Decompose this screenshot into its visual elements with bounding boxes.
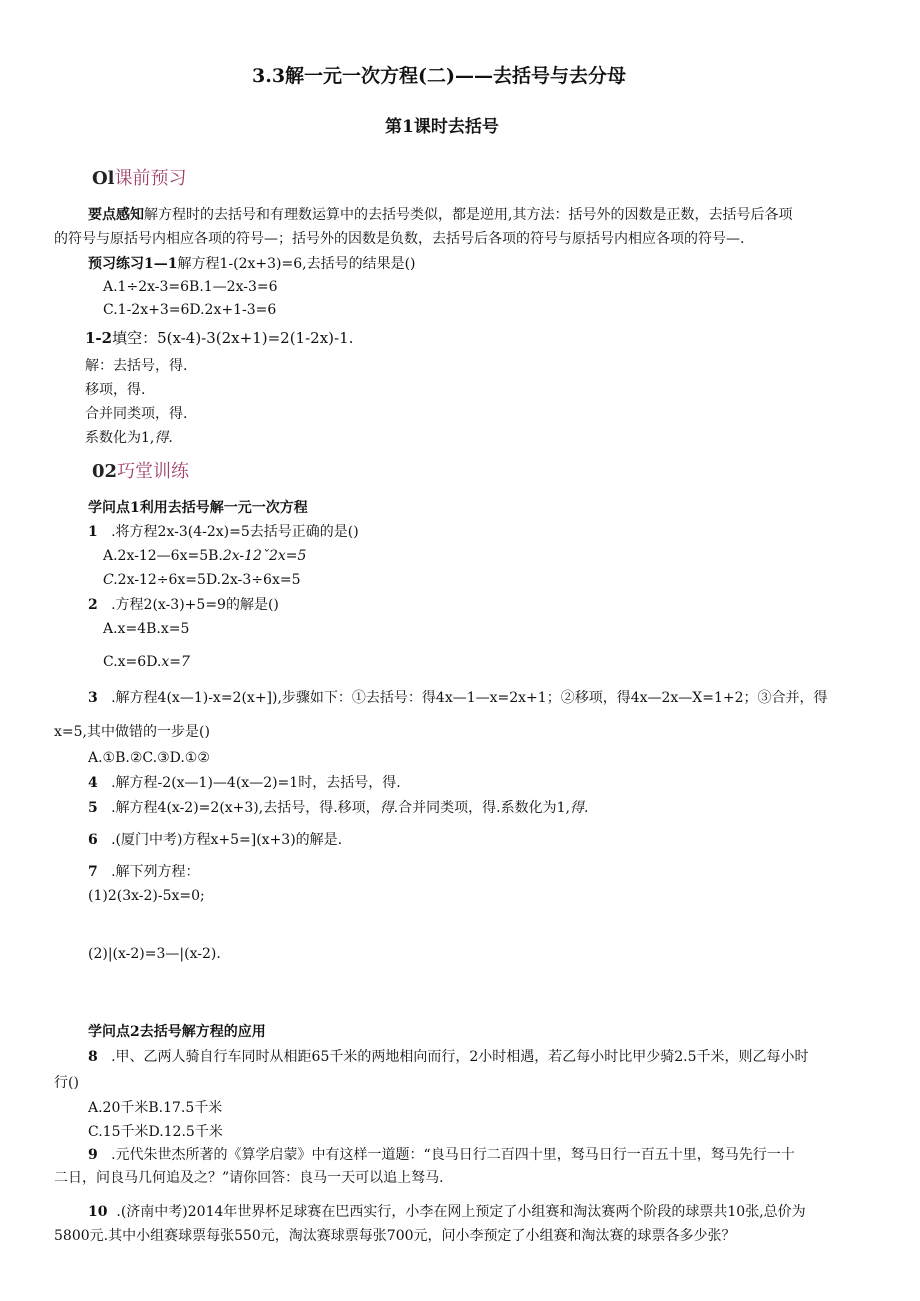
- section-number: Ol: [92, 168, 115, 189]
- preview-q2-label: 1-2: [85, 329, 113, 347]
- question-4: [88, 773, 401, 793]
- preview-question-text: 解方程1-(2x+3)=6,去括号的结果是(): [177, 256, 416, 272]
- page-subtitle: 第1课时去括号: [385, 117, 499, 137]
- knowledge-point-2: 学问点2去括号解方程的应用: [88, 1024, 266, 1040]
- question-2-options-cd: [103, 652, 190, 672]
- solution-step-4: [85, 428, 173, 448]
- question-7-part-1: (1)2(3x-2)-5x=0;: [88, 888, 205, 904]
- question-10: [88, 1202, 806, 1222]
- key-points-line-1: [88, 205, 792, 225]
- question-number: 6: [88, 832, 98, 848]
- preview-question-2: [85, 328, 353, 348]
- question-9: [88, 1145, 795, 1165]
- question-1-options-cd: [103, 570, 301, 590]
- solution-step-3: 合并同类项，得.: [85, 406, 188, 422]
- question-3-continuation: x=5,其中做错的一步是(): [54, 724, 210, 740]
- option-letter-italic: C.: [103, 572, 118, 588]
- question-text: .将方程2x-3(4-2x)=5去括号正确的是(): [111, 524, 359, 540]
- solution-step-4-b: 得.: [154, 430, 173, 446]
- question-10-continuation: 5800元.其中小组赛球票每张550元，淘汰赛球票每张700元，问小李预定了小组赛和淘汰赛的球票各多少张？: [54, 1228, 736, 1244]
- question-number: 9: [88, 1147, 98, 1163]
- question-text-italic: 得.: [379, 800, 399, 816]
- page-title: 3.3解一元一次方程(二)——去括号与去分母: [252, 65, 627, 87]
- option-text-italic: 2x-12ˇ2x=5: [222, 548, 307, 564]
- preview-options-cd: C.1-2x+3=6D.2x+1-3=6: [103, 302, 277, 318]
- solution-step-1: 解：去括号，得.: [85, 358, 188, 374]
- key-points-line-2: 的符号与原括号内相应各项的符号—；括号外的因数是负数，去括号后各项的符号与原括号内相应各项的符号—.: [54, 231, 745, 247]
- section-label: 课前预习: [114, 168, 187, 189]
- question-text: .方程2(x-3)+5=9的解是(): [111, 597, 279, 613]
- key-points-text: 解方程时的去括号和有理数运算中的去括号类似，都是逆用,其方法：括号外的因数是正数，去括号后各项: [144, 207, 793, 223]
- question-7: [88, 862, 200, 882]
- knowledge-point-1: 学问点1利用去括号解一元一次方程: [88, 500, 308, 516]
- question-text: .元代朱世杰所著的《算学启蒙》中有这样一道题：“良马日行二百四十里，驽马日行一百五十里，驽马先行一十: [111, 1147, 795, 1163]
- option-text-italic: x=7: [161, 654, 190, 670]
- question-1-options-ab: [103, 546, 306, 566]
- question-text: .(济南中考)2014年世界杯足球赛在巴西实行，小李在网上预定了小组赛和淘汰赛两个阶段的球票共10张,总价为: [116, 1204, 806, 1220]
- option-text: 2x-12÷6x=5D.2x-3÷6x=5: [117, 572, 301, 588]
- question-1: [88, 522, 359, 542]
- question-2: [88, 595, 279, 615]
- question-3-options: A.①B.②C.③D.①②: [88, 750, 210, 766]
- preview-options-ab: A.1÷2x-3=6B.1—2x-3=6: [103, 279, 278, 295]
- preview-question: [88, 254, 416, 274]
- question-7-part-2: (2)|(x-2)=3—|(x-2).: [88, 946, 221, 962]
- question-8: [88, 1047, 809, 1067]
- section-number: 02: [92, 461, 118, 482]
- question-text: .解下列方程：: [111, 864, 200, 880]
- question-8-options-ab: A.20千米B.17.5千米: [88, 1100, 223, 1116]
- question-text-italic: 得.: [569, 800, 589, 816]
- question-text: .(厦门中考)方程x+5=](x+3)的解是.: [111, 832, 343, 848]
- question-number: 3: [88, 690, 98, 706]
- key-points-label: 要点感知: [88, 207, 144, 223]
- question-number: 10: [88, 1204, 108, 1220]
- question-text: 合并同类项，得.系数化为1,: [398, 800, 570, 816]
- question-number: 7: [88, 864, 98, 880]
- question-5: [88, 798, 588, 818]
- question-number: 8: [88, 1049, 98, 1065]
- question-6: [88, 830, 342, 850]
- solution-step-4-a: 系数化为1,: [85, 430, 155, 446]
- question-text: .解方程4(x-2)=2(x+3),去括号，得.移项，: [111, 800, 380, 816]
- question-number: 4: [88, 775, 98, 791]
- question-text: .解方程4(x—1)-x=2(x+]),步骤如下：①去括号：得4x—1—x=2x+1；②移项，得4x—2x—X=1+2；③合并，得: [111, 690, 828, 706]
- question-3: [88, 688, 828, 708]
- question-8-options-cd: C.15千米D.12.5千米: [88, 1124, 223, 1140]
- section-heading-preview: [92, 169, 187, 189]
- question-8-continuation: 行(): [54, 1075, 79, 1091]
- section-heading-classroom: [92, 462, 189, 482]
- question-2-options-ab: A.x=4B.x=5: [103, 621, 190, 637]
- preview-label: 预习练习1—1: [88, 256, 178, 272]
- question-number: 1: [88, 524, 98, 540]
- solution-step-2: 移项，得.: [85, 382, 146, 398]
- question-number: 5: [88, 800, 98, 816]
- option-text: C.x=6D.: [103, 654, 162, 670]
- preview-q2-text: 填空：5(x-4)-3(2x+1)=2(1-2x)-1.: [112, 329, 354, 347]
- question-text: .解方程-2(x—1)—4(x—2)=1时，去括号，得.: [111, 775, 401, 791]
- option-text: A.2x-12—6x=5B.: [103, 548, 223, 564]
- question-text: .甲、乙两人骑自行车同时从相距65千米的两地相向而行，2小时相遇，若乙每小时比甲少骑2.5千米，则乙每小时: [111, 1049, 809, 1065]
- section-label: 巧堂训练: [117, 461, 190, 482]
- question-number: 2: [88, 597, 98, 613]
- question-9-continuation: 二日，问良马几何追及之？”请你回答：良马一天可以追上驽马.: [54, 1170, 444, 1186]
